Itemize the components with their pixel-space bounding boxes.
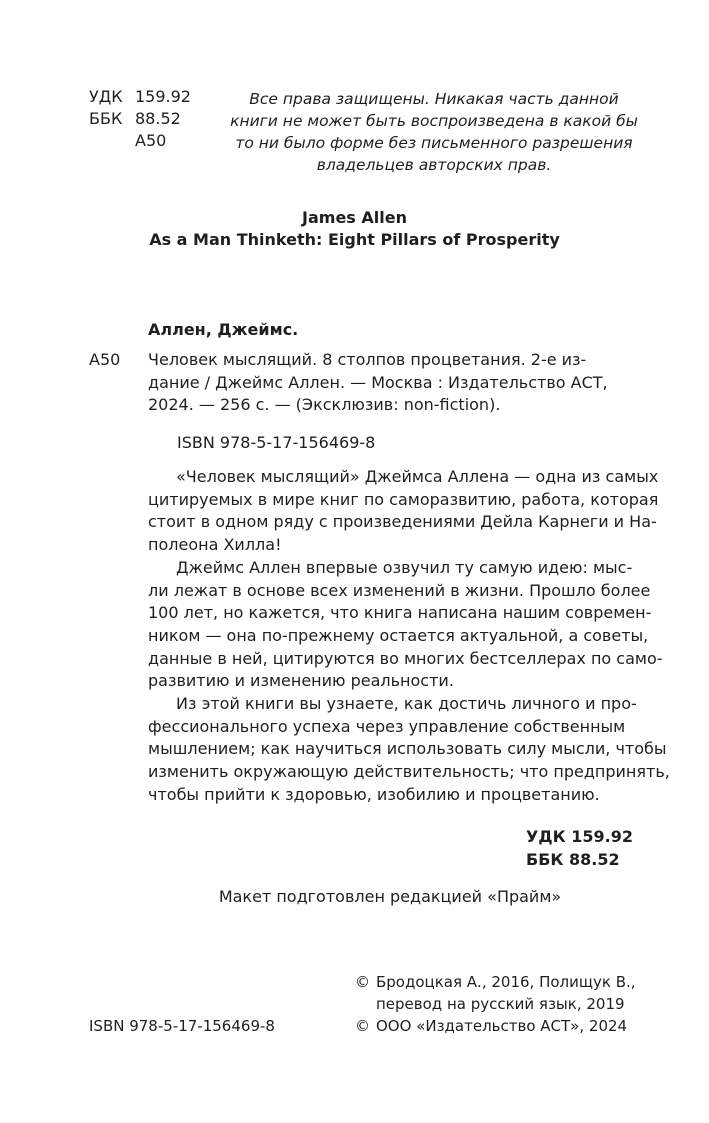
bib-line: Человек мыслящий. 8 столпов процветания. 2-е из- [148,350,587,369]
copyright-symbol: © [355,1017,370,1035]
bib-line: дание / Джеймс Аллен. — Москва : Издательство АСТ, [148,372,608,392]
copyright-entry [355,1015,636,1037]
annotation-paragraph [148,693,670,807]
annotation-line: ником — она по-прежнему остается актуальной, а советы, [148,625,649,645]
catalog-isbn: ISBN 978-5-17-156469-8 [177,433,376,452]
rights-notice [228,88,640,176]
rights-line: Все права защищены. Никакая часть данной [249,90,619,108]
bbk-bottom: ББК 88.52 [526,850,620,869]
bibliographic-description [148,349,632,417]
bbk-label: ББК [89,109,123,128]
catalog-code: А50 [89,350,121,369]
original-author: James Allen [302,208,407,227]
annotation-line: фессионального успеха через управление собственным [148,716,626,736]
layout-note: Макет подготовлен редакцией «Прайм» [218,887,562,906]
annotation-paragraph [148,466,659,557]
copyright-symbol: © [355,973,370,991]
udk-bottom: УДК 159.92 [526,827,633,846]
catalog-heading: Аллен, Джеймс. [148,320,299,339]
bbk-value: 88.52 [135,109,181,128]
annotation-line: цитируемых в мире книг по саморазвитию, работа, которая [148,489,659,509]
udk-code-row [89,86,191,108]
annotation-line: стоит в одном ряду с произведениями Дейла Карнеги и На- [148,512,657,532]
annotation-line: «Человек мыслящий» Джеймса Аллена — одна из самых [176,467,659,486]
copyright-line: Бродоцкая А., 2016, Полищук В., [376,973,636,991]
annotation-line: мышлением; как научиться использовать силу мысли, чтобы [148,739,667,759]
annotation [148,466,670,807]
bib-line: 2024. — 256 с. — (Эксклюзив: non-fiction). [148,395,501,415]
annotation-line: Джеймс Аллен впервые озвучил ту самую идею: мыс- [176,557,633,577]
udk-label: УДК [89,87,123,106]
author-mark-row [89,130,191,152]
rights-line: книги не может быть воспроизведена в какой бы [230,112,638,130]
annotation-line: 100 лет, но кажется, что книга написана нашим современ- [148,603,652,623]
annotation-line: развитию и изменению реальности. [148,671,454,691]
rights-line: то ни было форме без письменного разрешения [235,134,633,152]
annotation-line: изменить окружающую действительность; что предпринять, [148,762,670,782]
copyright-line: перевод на русский язык, 2019 [376,995,625,1013]
author-mark: А50 [135,131,167,150]
copyright-block [355,971,636,1037]
annotation-paragraph [148,557,663,693]
annotation-line: данные в ней, цитируются во многих бестселлерах по само- [148,648,663,668]
copyright-line: ООО «Издательство АСТ», 2024 [376,1017,628,1035]
original-title: As a Man Thinketh: Eight Pillars of Prosperity [149,230,560,249]
annotation-line: Из этой книги вы узнаете, как достичь личного и про- [176,694,637,714]
bbk-code-row [89,108,191,130]
annotation-line: ли лежат в основе всех изменений в жизни. Прошло более [148,580,651,600]
copyright-entry [355,971,636,1015]
footer-isbn: ISBN 978-5-17-156469-8 [89,1017,275,1035]
udk-value: 159.92 [135,87,191,106]
annotation-line: чтобы прийти к здоровью, изобилию и процветанию. [148,784,600,804]
annotation-line: полеона Хилла! [148,535,282,555]
classification-codes [89,86,191,152]
rights-line: владельцев авторских прав. [316,156,552,174]
